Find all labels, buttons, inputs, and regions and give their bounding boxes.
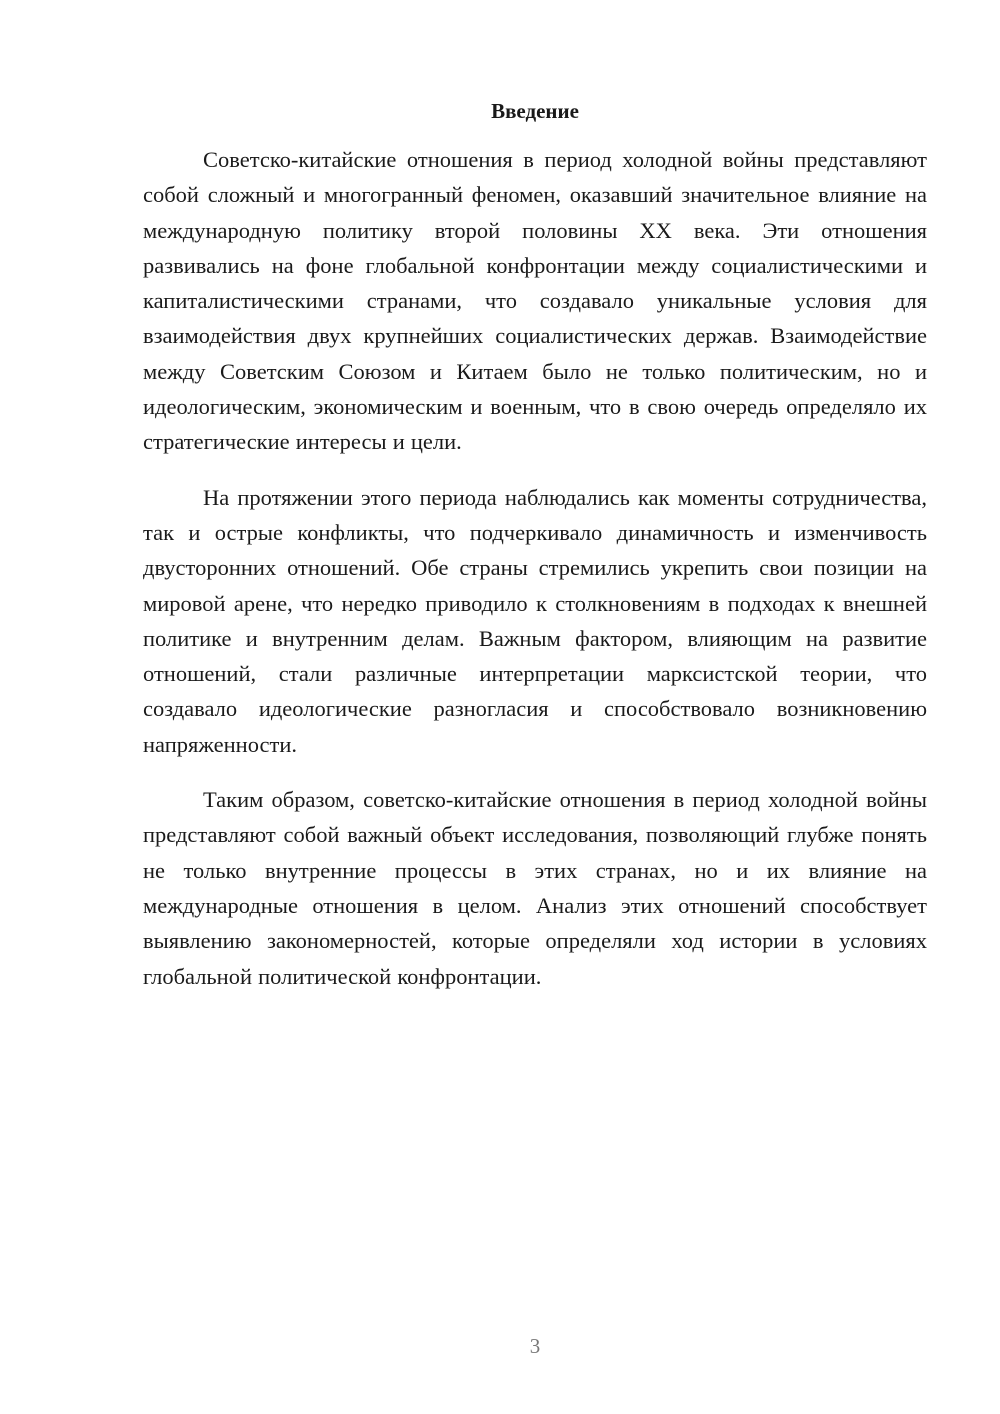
- paragraph-1: Советско-китайские отношения в период холодной войны представляют собой сложный и многогранный феномен, оказавший значительное влияние на международную политику второй половины XX века. Эти отношения развивались на фоне глобальной конфронтации между социалистическими и капиталистическими странами, что создавало уникальные условия для взаимодействия двух крупнейших социалистических держав. Взаимодействие между Советским Союзом и Китаем было не только политическим, но и идеологическим, экономическим и военным, что в свою очередь определяло их стратегические интересы и цели.: [143, 147, 927, 455]
- body-text: [143, 142, 927, 994]
- paragraph-2: На протяжении этого периода наблюдались как моменты сотрудничества, так и острые конфликты, что подчеркивало динамичность и изменчивость двусторонних отношений. Обе страны стремились укрепить свои позиции на мировой арене, что нередко приводило к столкновениям в подходах к внешней политике и внутренним делам. Важным фактором, влияющим на развитие отношений, стали различные интерпретации марксистской теории, что создавало идеологические разногласия и способствовало возникновению напряженности.: [143, 484, 927, 757]
- section-heading: Введение: [491, 99, 579, 123]
- page-number: 3: [529, 1334, 541, 1358]
- paragraph-3: Таким образом, советско-китайские отношения в период холодной войны представляют собой важный объект исследования, позволяющий глубже понять не только внутренние процессы в этих странах, но и их влияние на международные отношения в целом. Анализ этих отношений способствует выявлению закономерностей, которые определяли ход истории в условиях глобальной политической конфронтации.: [143, 787, 927, 989]
